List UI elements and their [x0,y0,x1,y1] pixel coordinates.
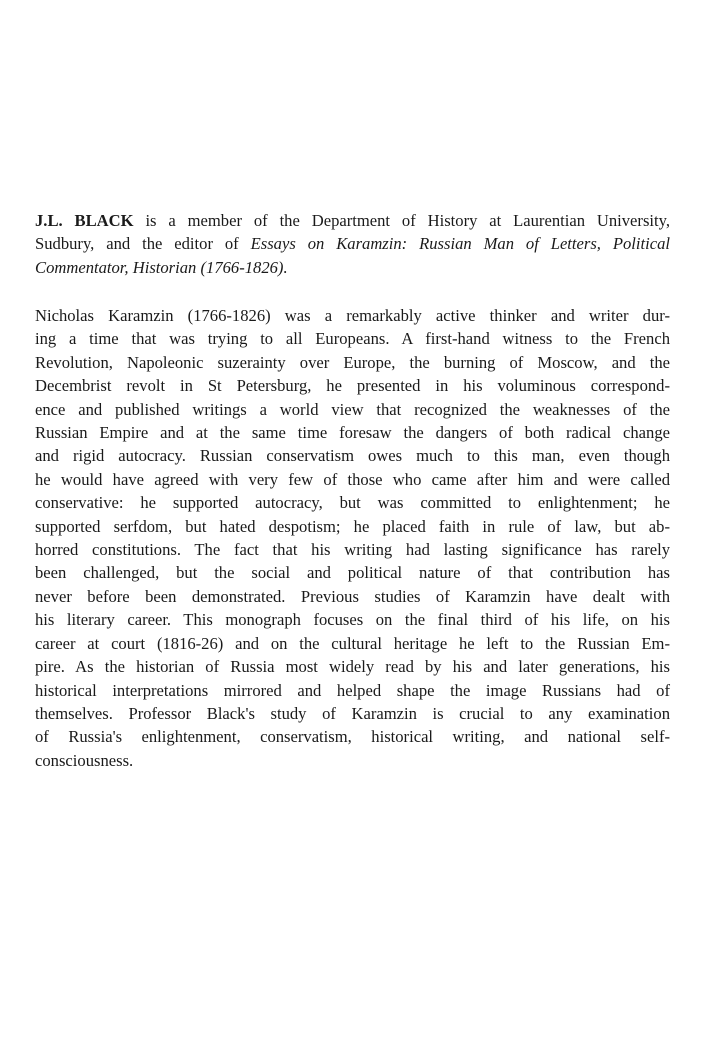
description-line: supported serfdom, but hated despotism; he placed faith in rule of law, but ab- [35,516,670,536]
description-line: his literary career. This monograph focuses on the final third of his life, on his [35,610,670,630]
description-line: ing a time that was trying to all Europeans. A first-hand witness to the French [35,329,670,349]
description-line: never before been demonstrated. Previous studies of Karamzin have dealt with [35,586,670,606]
description-line: Russian Empire and at the same time foresaw the dangers of both radical change [35,423,670,443]
description-line: and rigid autocracy. Russian conservatism owes much to this man, even though [35,446,670,466]
author-name: J.L. BLACK [35,211,134,230]
description-line: been challenged, but the social and political nature of that contribution has [35,563,670,583]
description-line: of Russia's enlightenment, conservatism, historical writing, and national self- [35,727,670,747]
description-line: Revolution, Napoleonic suzerainty over Europe, the burning of Moscow, and the [35,352,670,372]
book-description [35,304,670,772]
description-line: horred constitutions. The fact that his writing had lasting significance has rarely [35,540,670,560]
author-bio [35,209,670,279]
description-line: historical interpretations mirrored and helped shape the image Russians had of [35,680,670,700]
description-line: consciousness. [35,750,134,770]
description-line: Nicholas Karamzin (1766-1826) was a remarkably active thinker and writer dur- [35,306,670,325]
book-title: Essays on Karamzin: Russian Man of Letters, Political [250,234,671,254]
description-line: Decembrist revolt in St Petersburg, he presented in his voluminous correspond- [35,376,670,396]
description-line: conservative: he supported autocracy, but was committed to enlightenment; he [35,493,670,513]
bio-text: is a member of the Department of History at Laurentian University, [133,211,670,230]
bio-text: Sudbury, and the editor of [35,234,251,254]
bio-line [35,232,670,255]
description-line: ence and published writings a world view that recognized the weaknesses of the [35,399,670,419]
description-line: career at court (1816-26) and on the cultural heritage he left to the Russian Em- [35,633,670,653]
bio-line [35,209,670,232]
bio-line [35,256,670,279]
book-title-cont: Commentator, Historian (1766-1826). [35,257,288,277]
description-line: pire. As the historian of Russia most widely read by his and later generations, his [35,657,670,677]
description-line: he would have agreed with very few of those who came after him and were called [35,469,670,489]
description-line: themselves. Professor Black's study of Karamzin is crucial to any examination [35,703,670,723]
